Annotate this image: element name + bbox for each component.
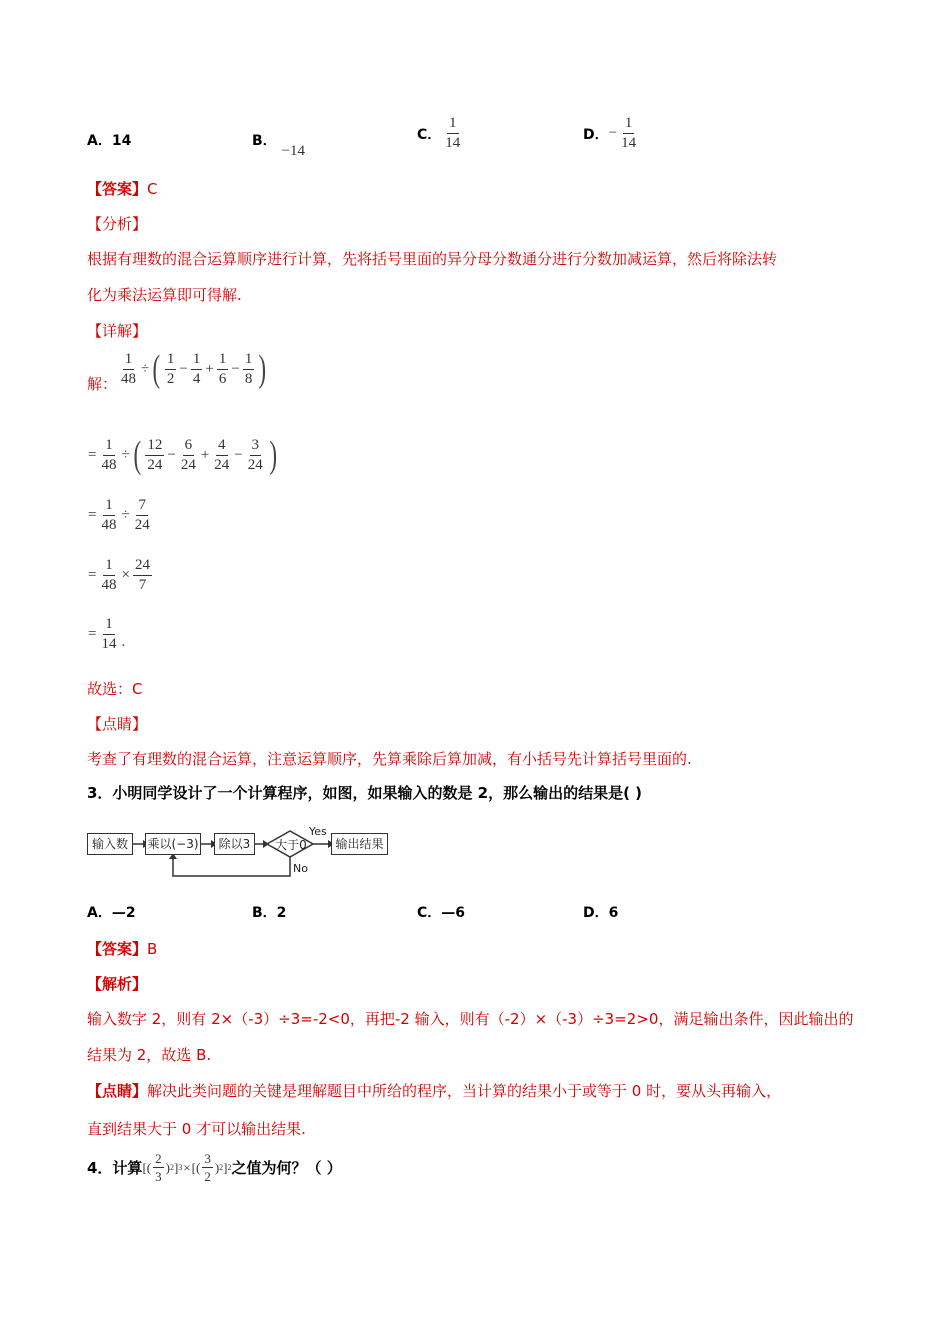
flow-no-label: No	[293, 862, 308, 875]
q3-comment-line-2: 直到结果大于 0 才可以输出结果.	[87, 1120, 306, 1138]
flow-divide-box: 除以3	[214, 833, 255, 855]
q3-option-b: B．2	[252, 905, 287, 921]
flow-multiply-box: 乘以(−3)	[145, 833, 201, 855]
q3-comment-line-1: 【点睛】解决此类问题的关键是理解题目中所给的程序，当计算的结果小于或等于 0 时，要从头再输入，	[87, 1082, 782, 1100]
analysis-line-2: 化为乘法运算即可得解.	[87, 286, 242, 304]
q3-option-d: D．6	[583, 905, 619, 921]
q3-analysis-tag: 【解析】	[87, 975, 148, 993]
option-d: D． − $\frac{1}{14}$	[583, 115, 637, 151]
flow-input-box: 输入数	[87, 833, 133, 855]
flowchart	[87, 825, 397, 880]
q3-analysis-line-1: 输入数字 2，则有 2×（-3）÷3=-2<0，再把-2 输入，则有（-2）×（-3）÷3=2>0，满足输出条件，因此输出的	[87, 1010, 854, 1028]
q3-option-a: A．—2	[87, 905, 136, 921]
option-b: B． −14	[252, 133, 306, 159]
equation-2: = $\frac{1}{48}$ ÷ ( $\frac{12}{24}$ − $\frac{6}{24}$ + $\frac{4}{24}$ − $\frac{3}{24}$ )	[88, 434, 277, 476]
equation-3: = $\frac{1}{48}$ ÷ $\frac{7}{24}$	[88, 497, 150, 533]
comment-tag: 【点睛】	[87, 715, 148, 733]
question-3: 3．小明同学设计了一个计算程序，如图，如果输入的数是 2，那么输出的结果是( )	[87, 784, 643, 802]
equation-4: = $\frac{1}{48}$ × $\frac{24}{7}$	[88, 557, 150, 593]
analysis-line-1: 根据有理数的混合运算顺序进行计算，先将括号里面的异分母分数通分进行分数加减运算，然后将除法转	[87, 250, 778, 268]
q3-option-c: C．—6	[417, 905, 466, 921]
option-a: A．14	[87, 133, 132, 149]
q3-answer-line: 【答案】B	[87, 940, 158, 958]
equation-1: 解： $\frac{1}{48}$ ÷ ( $\frac{1}{2}$ − $\frac{1}{4}$ + $\frac{1}{6}$ − $\frac{1}{8}$ )	[87, 348, 267, 393]
analysis-tag: 【分析】	[87, 215, 148, 233]
detail-tag: 【详解】	[87, 322, 148, 340]
flow-output-box: 输出结果	[331, 833, 388, 855]
q3-analysis-line-2: 结果为 2，故选 B.	[87, 1046, 212, 1064]
flow-yes-label: Yes	[309, 825, 327, 838]
flow-condition: 大于0	[275, 838, 307, 852]
answer-line: 【答案】C	[87, 180, 158, 198]
equation-5: = $\frac{1}{14}$ .	[88, 616, 126, 652]
q4-expression: [( $\frac{2}{3}$ ) 2 ] 3 × [( $\frac{3}{2}$ ) 2 ] 2	[142, 1151, 232, 1184]
question-4: 4．计算 [( $\frac{2}{3}$ ) 2 ] 3 × [( $\frac{3}{2}$ ) 2 ] 2 之值为何？（ ）	[87, 1151, 342, 1184]
option-c: C． $\frac{1}{14}$	[417, 115, 461, 151]
comment-line: 考查了有理数的混合运算，注意运算顺序，先算乘除后算加减，有小括号先计算括号里面的.	[87, 750, 692, 768]
choice-line: 故选：C	[87, 680, 143, 698]
